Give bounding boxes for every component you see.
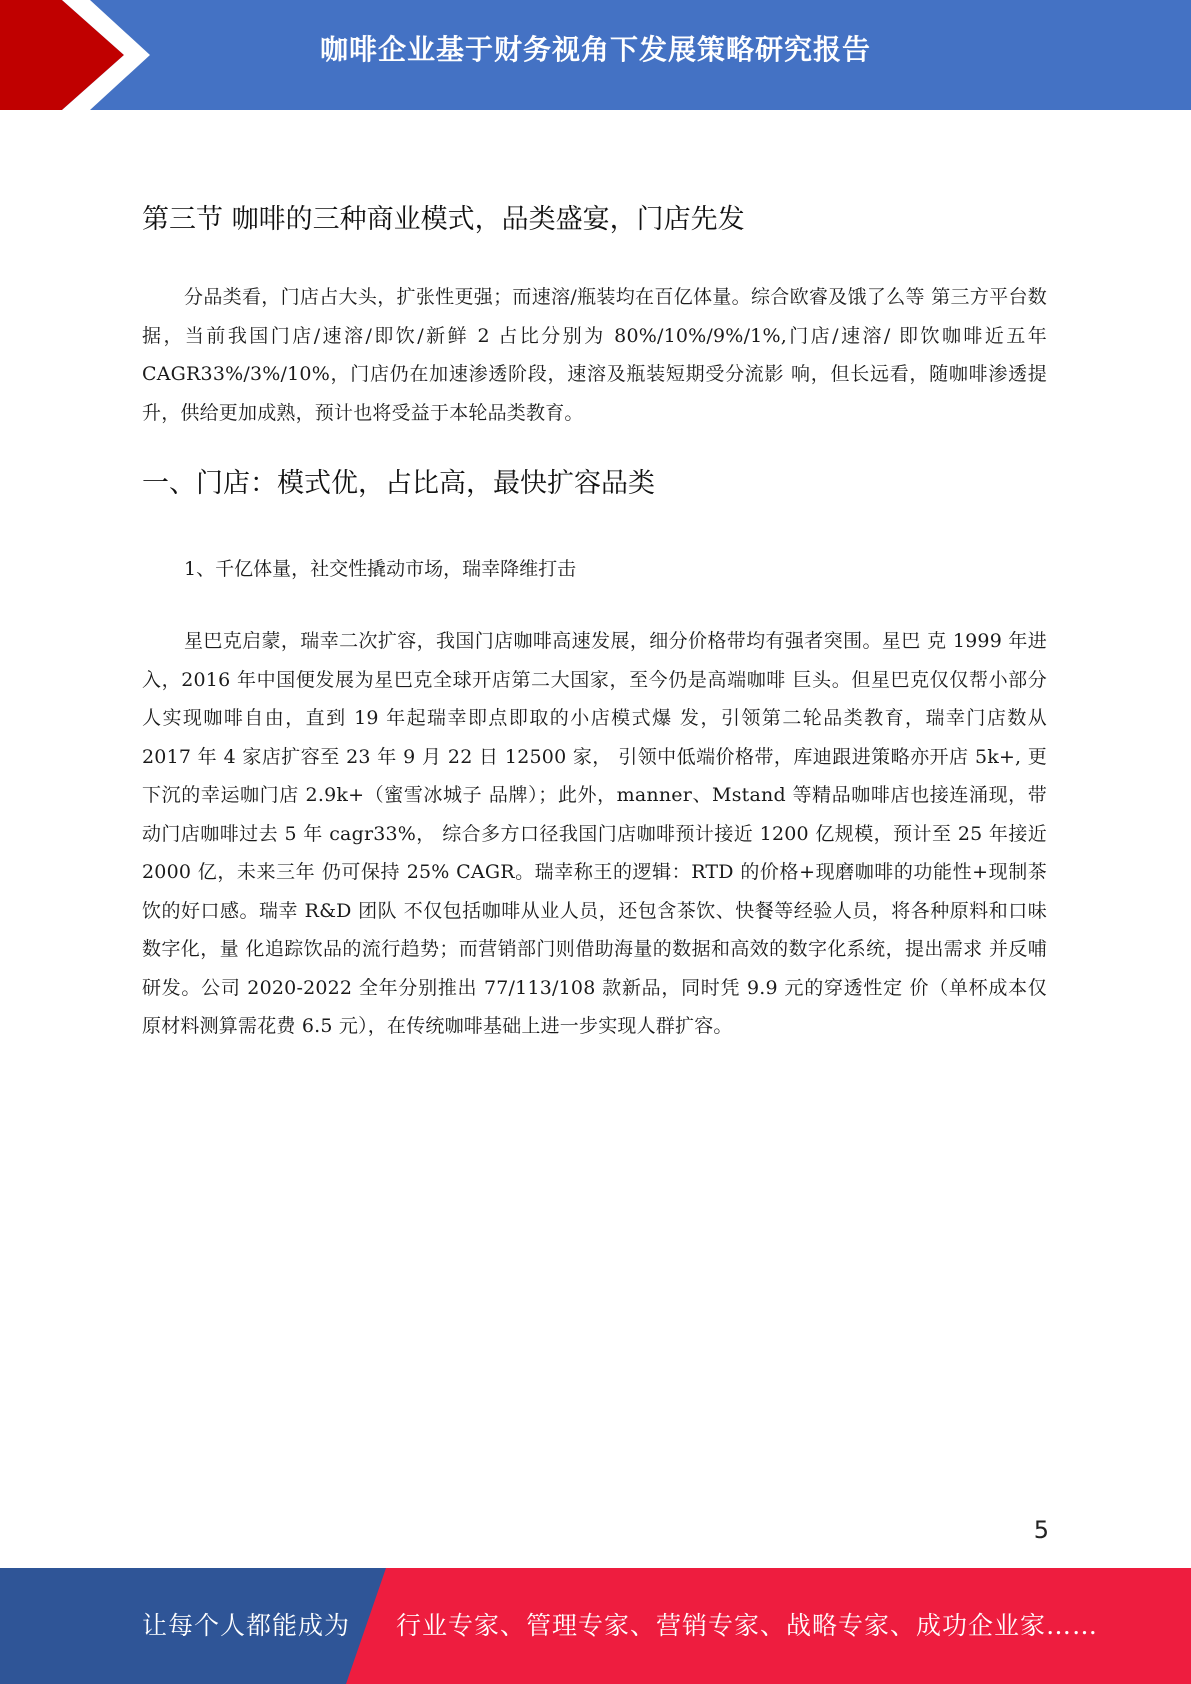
header-banner [0, 0, 1191, 110]
footer-slogan-right: 行业专家、管理专家、营销专家、战略专家、成功企业家…… [396, 1611, 1099, 1640]
footer-banner [0, 1568, 1191, 1684]
report-title: 咖啡企业基于财务视角下发展策略研究报告 [319, 33, 871, 66]
footer-slogan-left: 让每个人都能成为 [142, 1611, 351, 1640]
part-1-heading: 一、门店：模式优，占比高，最快扩容品类 [142, 468, 655, 499]
section-heading-3: 第三节 咖啡的三种商业模式，品类盛宴，门店先发 [142, 204, 745, 235]
page-number: 5 [1033, 1516, 1049, 1544]
section-3-paragraph: 分品类看，门店占大头，扩张性更强；而速溶/瓶装均在百亿体量。综合欧睿及饿了么等 第三方平台数据，当前我国门店/速溶/即饮/新鲜 2 占比分别为 80%/10%/9%/1%,门店/速溶/ 即饮咖啡近五年 CAGR33%/3%/10%，门店仍在加速渗透阶段，速溶及瓶装短期受分流影 响，但长远看，随咖啡渗透提升，供给更加成熟，预计也将受益于本轮品类教育。 [142, 286, 1047, 424]
document-body [142, 196, 1047, 1046]
subsection-1-heading: 1、千亿体量，社交性撬动市场，瑞幸降维打击 [184, 558, 577, 580]
subsection-1-paragraph: 星巴克启蒙，瑞幸二次扩容，我国门店咖啡高速发展，细分价格带均有强者突围。星巴 克 1999 年进入，2016 年中国便发展为星巴克全球开店第二大国家，至今仍是高端咖啡 巨头。但星巴克仅仅帮小部分人实现咖啡自由，直到 19 年起瑞幸即点即取的小店模式爆 发，引领第二轮品类教育，瑞幸门店数从 2017 年 4 家店扩容至 23 年 9 月 22 日 12500 家， 引领中低端价格带，库迪跟进策略亦开店 5k+, 更下沉的幸运咖门店 2.9k+（蜜雪冰城子 品牌）；此外，manner、Mstand 等精品咖啡店也接连涌现，带动门店咖啡过去 5 年 cagr33%， 综合多方口径我国门店咖啡预计接近 1200 亿规模，预计至 25 年接近 2000 亿，未来三年 仍可保持 25% CAGR。瑞幸称王的逻辑：RTD 的价格+现磨咖啡的功能性+现制茶饮的好口感。瑞幸 R&D 团队 不仅包括咖啡从业人员，还包含茶饮、快餐等经验人员，将各种原料和口味数字化，量 化追踪饮品的流行趋势；而营销部门则借助海量的数据和高效的数字化系统，提出需求 并反哺研发。公司 2020-2022 全年分别推出 77/113/108 款新品，同时凭 9.9 元的穿透性定 价（单杯成本仅原材料测算需花费 6.5 元），在传统咖啡基础上进一步实现人群扩容。 [142, 630, 1047, 1037]
